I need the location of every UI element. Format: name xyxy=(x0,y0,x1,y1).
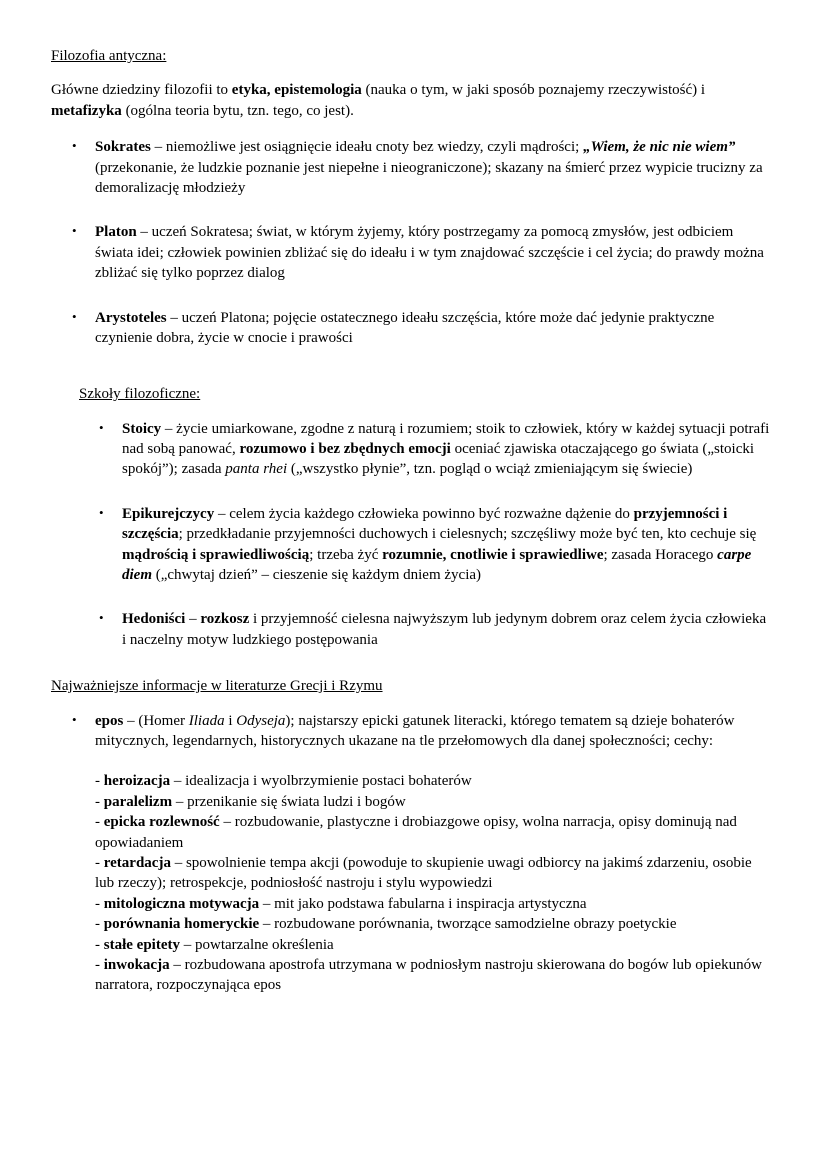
bullet-item-text: Stoicy – życie umiarkowane, zgodne z naturą i rozumiem; stoik to człowiek, który w każdej sytuacji potrafi nad sobą panować, rozumowo i bez zbędnych emocji oceniać zjawiska otaczającego go świata („stoicki spokój”); zasada panta rhei („wszystko płynie”, tzn. pogląd o wciąż zmieniającym się świecie) xyxy=(122,420,770,478)
bullet-item-epikurejczycy xyxy=(51,504,771,586)
heading-literatura-grecji-rzymu: Najważniejsze informacje w literaturze Grecji i Rzymu xyxy=(51,678,383,695)
bullet-item-body xyxy=(95,711,771,996)
bullet-icon: • xyxy=(99,419,104,435)
epos-feature-heroizacja: - heroizacja – idealizacja i wyolbrzymienie postaci bohaterów xyxy=(95,773,472,790)
bullet-item-platon xyxy=(51,222,771,283)
epos-features xyxy=(95,771,771,995)
epos-feature-stale-epitety: - stałe epitety – powtarzalne określenia xyxy=(95,936,334,953)
epos-feature-epicka-rozlewnosc: - epicka rozlewność – rozbudowanie, plastyczne i drobiazgowe opisy, wolna narracja, opisy dominują nad opowiadaniem xyxy=(95,814,737,851)
bullet-item-stoicy xyxy=(51,419,771,480)
epos-feature-mitologiczna-motywacja: - mitologiczna motywacja – mit jako podstawa fabularna i inspiracja artystyczna xyxy=(95,895,587,912)
intro-paragraph: Główne dziedziny filozofii to etyka, epistemologia (nauka o tym, w jaki sposób poznajemy rzeczywistość) i metafizyka (ogólna teoria bytu, tzn. tego, co jest). xyxy=(51,82,706,119)
bullet-icon: • xyxy=(72,138,77,154)
bullet-item-text: Platon – uczeń Sokratesa; świat, w którym żyjemy, który postrzegamy za pomocą zmysłów, jest odbiciem świata idei; człowiek powinien zbliżać się do ideału i w tym znajdować szczęście i cel życia; do prawdy można zbliżać się tylko poprzez dialog xyxy=(95,224,764,282)
bullet-item-text: Sokrates – niemożliwe jest osiągnięcie ideału cnoty bez wiedzy, czyli mądrości; „Wiem, że nic nie wiem” (przekonanie, że ludzkie poznanie jest niepełne i nieograniczone); skazany na śmierć przez wypicie trucizny za demoralizację młodzieży xyxy=(95,139,763,196)
bullet-icon: • xyxy=(72,308,77,324)
epos-feature-inwokacja: - inwokacja – rozbudowana apostrofa utrzymana w podniosłym nastroju skierowana do bogów lub opiekunów narratora, rozpoczynająca epos xyxy=(95,956,762,994)
bullet-item-arystoteles xyxy=(51,308,771,349)
bullet-item-sokrates xyxy=(51,137,771,198)
heading-filozofia-antyczna: Filozofia antyczna: xyxy=(51,48,167,64)
philosophers-list xyxy=(51,137,771,348)
bullet-item-text: Epikurejczycy – celem życia każdego człowieka powinno być rozważne dążenie do przyjemności i szczęścia; przedkładanie przyjemności duchowych i cielesnych; szczęśliwy może być ten, kto cechuje się mądrością i sprawiedliwością; trzeba żyć rozumnie, cnotliwie i sprawiedliwe; zasada Horacego carpe diem („chwytaj dzień” – cieszenie się każdym dniem życia) xyxy=(122,505,757,584)
bullet-icon: • xyxy=(99,504,104,520)
bullet-item-text: Hedoniści – rozkosz i przyjemność cielesna najwyższym lub jedynym dobrem oraz celem życia człowieka i naczelny motyw ludzkiego postępowania xyxy=(122,611,767,648)
schools-list xyxy=(51,419,771,651)
bullet-item-epos xyxy=(51,711,771,996)
epos-feature-porownania-homeryckie: - porównania homeryckie – rozbudowane porównania, tworzące samodzielne obrazy poetyckie xyxy=(95,916,677,933)
epos-feature-retardacja: - retardacja – spowolnienie tempa akcji (powoduje to skupienie uwagi odbiorcy na jakimś zdarzeniu, osobie lub rzeczy); retrospekcje, podniosłość nastroju i stylu wypowiedzi xyxy=(95,854,752,892)
literature-list xyxy=(51,711,771,996)
heading-szkoly-filozoficzne: Szkoły filozoficzne: xyxy=(79,386,201,403)
bullet-item-hedonisci xyxy=(51,609,771,650)
bullet-icon: • xyxy=(72,711,77,727)
bullet-icon: • xyxy=(72,223,77,239)
bullet-icon: • xyxy=(99,610,104,626)
epos-feature-paralelizm: - paralelizm – przenikanie się świata ludzi i bogów xyxy=(95,793,406,810)
epos-paragraph: epos – (Homer Iliada i Odyseja); najstarszy epicki gatunek literacki, którego tematem są dzieje bohaterów mitycznych, legendarnych, historycznych ukazane na tle przełomowych dla danej społeczności; cechy: xyxy=(95,712,735,749)
bullet-item-text: Arystoteles – uczeń Platona; pojęcie ostatecznego ideału szczęścia, które może dać jedynie praktyczne czynienie dobra, życie w cnocie i prawości xyxy=(95,309,715,346)
